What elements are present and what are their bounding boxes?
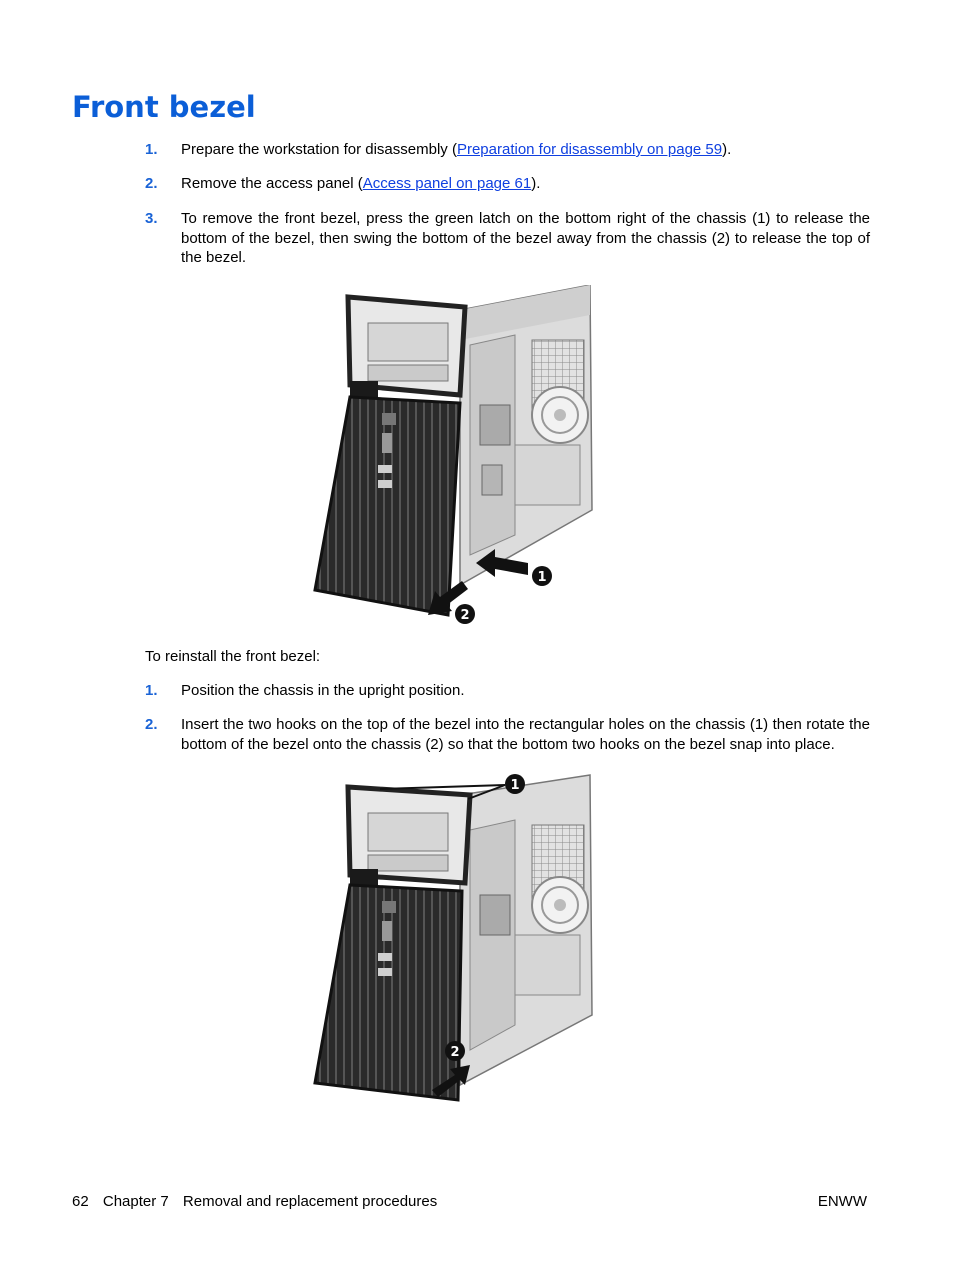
bezel-reinstall-illustration	[310, 765, 600, 1110]
removal-step-1	[145, 140, 870, 160]
access-panel-link[interactable]: Access panel on page 61	[362, 175, 532, 192]
footer-right-label: ENWW	[817, 1193, 867, 1210]
step-text: Remove the access panel (Access panel on page 61).	[181, 175, 541, 192]
callout-1-label: 1	[537, 570, 547, 585]
reinstall-step-1	[145, 681, 870, 701]
step-text: Prepare the workstation for disassembly (Preparation for disassembly on page 59).	[181, 141, 732, 158]
removal-step-3	[145, 209, 870, 268]
callout-2-label: 2	[450, 1045, 460, 1060]
page-footer	[72, 1193, 447, 1210]
chapter-label: Chapter 7	[102, 1193, 169, 1210]
step-text: Insert the two hooks on the top of the bezel into the rectangular holes on the chassis (1) then rotate the bottom of the bezel onto the chassis (2) so that the bottom two hooks on the bezel snap into place.	[181, 716, 870, 753]
callout-1-label: 1	[510, 778, 520, 793]
reinstall-intro: To reinstall the front bezel:	[145, 648, 321, 665]
step-number: 3.	[145, 210, 158, 227]
preparation-link[interactable]: Preparation for disassembly on page 59	[456, 141, 723, 158]
step-text: Position the chassis in the upright position.	[181, 682, 465, 699]
removal-step-2	[145, 174, 870, 194]
step-number: 1.	[145, 682, 158, 699]
reinstall-step-2	[145, 715, 870, 754]
bezel-removal-illustration	[310, 285, 600, 630]
step-number: 2.	[145, 716, 158, 733]
chapter-title: Removal and replacement procedures	[182, 1193, 438, 1210]
step-number: 1.	[145, 141, 158, 158]
callout-2-label: 2	[460, 608, 470, 623]
page-title: Front bezel	[72, 90, 256, 124]
page-number: 62	[72, 1193, 89, 1210]
step-text: To remove the front bezel, press the green latch on the bottom right of the chassis (1) to release the bottom of the bezel, then swing the bottom of the bezel away from the chassis (2) to release the top of the bezel.	[181, 210, 870, 266]
step-number: 2.	[145, 175, 158, 192]
